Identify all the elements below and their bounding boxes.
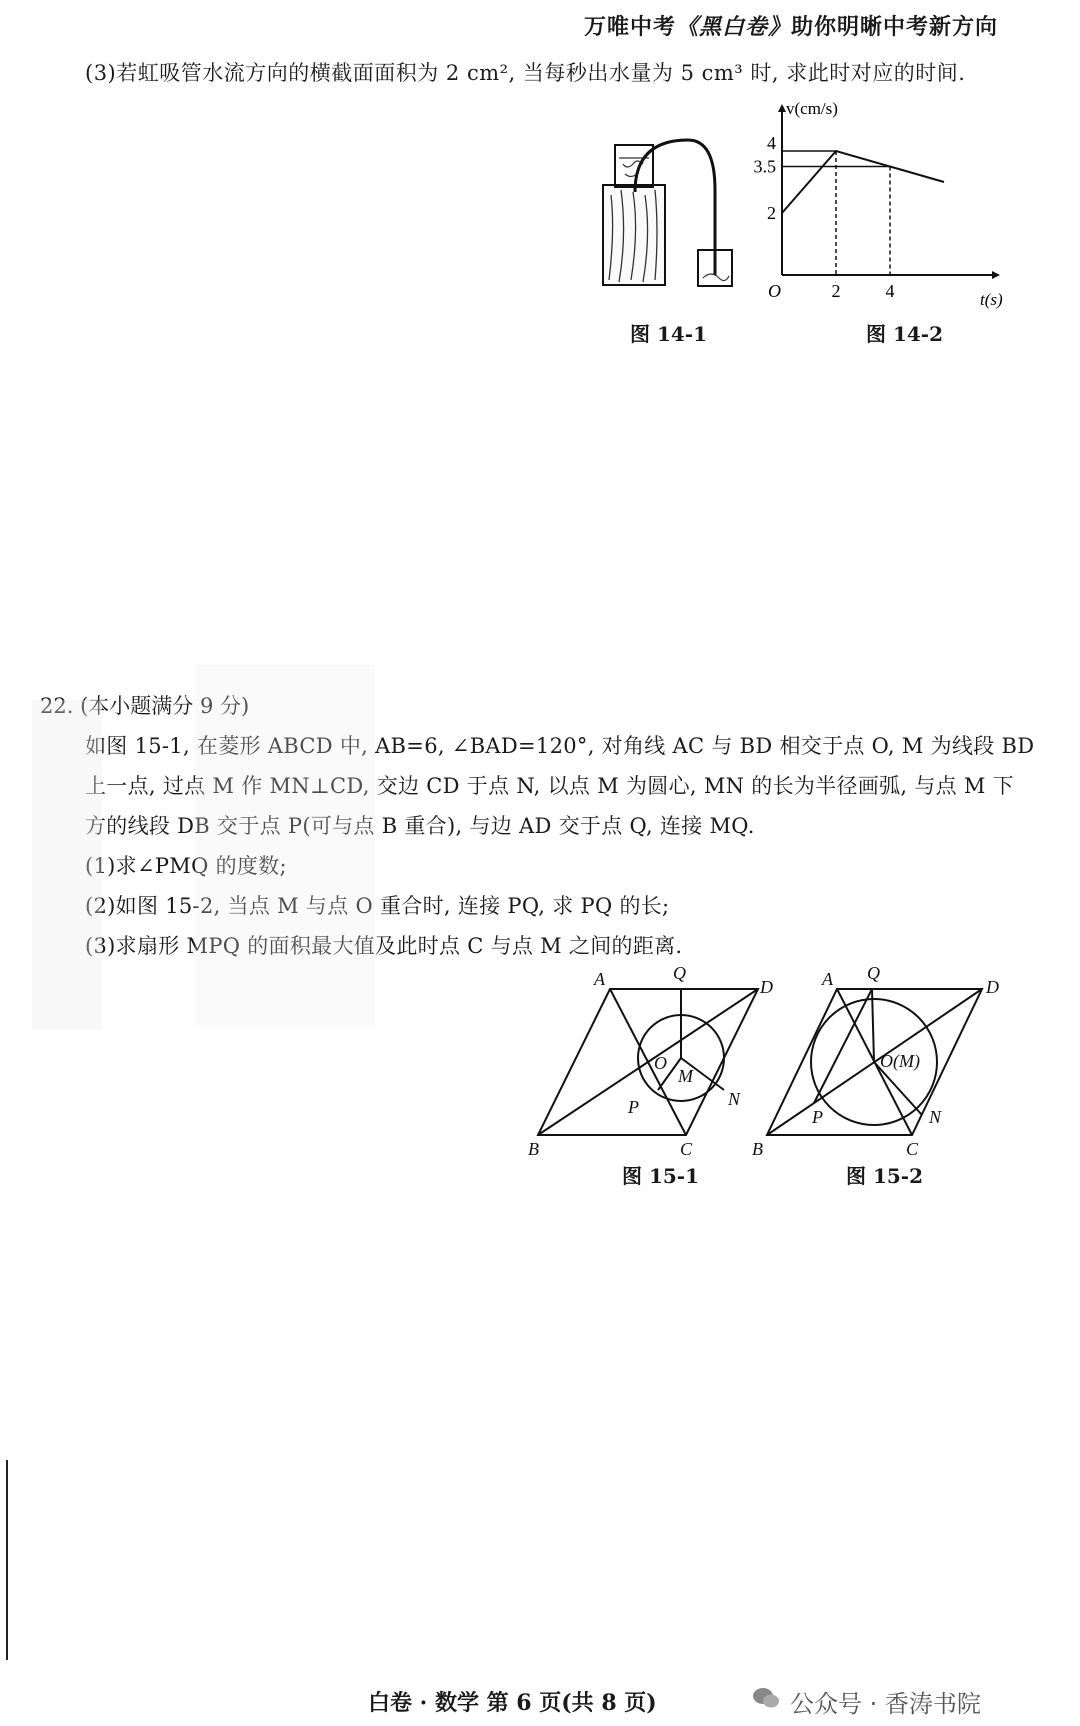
question-score: (本小题满分 9 分) (80, 694, 250, 718)
page-footer: 白卷 · 数学 第 6 页(共 8 页) (368, 1690, 657, 1716)
header-suffix: 助你明晰中考新方向 (790, 14, 998, 40)
rhombus-figure-15-1 (528, 963, 773, 1159)
q22-stem-line-1: 如图 15-1, 在菱形 ABCD 中, AB=6, ∠BAD=120°, 对角线 AC 与 BD 相交于点 O, M 为线段 BD (85, 734, 1035, 758)
q22-part-1: (1)求∠PMQ 的度数; (85, 854, 287, 878)
label-B: B (752, 1139, 763, 1159)
y-tick-label: 3.5 (753, 156, 776, 177)
y-axis-label: v(cm/s) (786, 99, 838, 118)
wechat-icon (752, 1686, 780, 1710)
label-O-M: O(M) (880, 1051, 920, 1071)
q22-part-3: (3)求扇形 MPQ 的面积最大值及此时点 C 与点 M 之间的距离. (85, 934, 683, 958)
label-P: P (812, 1107, 823, 1127)
figure-15-2-caption: 图 15-2 (846, 1164, 924, 1188)
q22-stem-line-2: 上一点, 过点 M 作 MN⊥CD, 交边 CD 于点 N, 以点 M 为圆心, MN 的长为半径画弧, 与点 M 下 (85, 774, 1014, 798)
q22-part-2: (2)如图 15-2, 当点 M 与点 O 重合时, 连接 PQ, 求 PQ 的长; (85, 894, 670, 918)
y-axis-arrow (778, 104, 786, 112)
label-Q: Q (673, 963, 686, 983)
x-axis-label: t(s) (980, 290, 1003, 309)
origin-label: O (768, 281, 781, 301)
x-tick-label: 2 (831, 281, 841, 301)
label-N: N (929, 1107, 942, 1127)
figure-14-2-caption: 图 14-2 (866, 322, 944, 346)
header-prefix: 万唯中考 (583, 14, 676, 40)
label-D: D (986, 977, 999, 997)
series-line (782, 151, 944, 213)
x-tick-label: 4 (885, 281, 895, 301)
label-D: D (760, 977, 773, 997)
scan-edge-line (6, 1460, 8, 1660)
figure-14-1-caption: 图 14-1 (630, 322, 708, 346)
label-A: A (822, 969, 833, 989)
question-21-part3: (3)若虹吸管水流方向的横截面面积为 2 cm², 当每秒出水量为 5 cm³ 时, 求此时对应的时间. (85, 61, 966, 85)
label-Q: Q (867, 963, 880, 983)
header-brand: 《黑白卷》 (675, 14, 791, 40)
x-axis-arrow (992, 271, 1000, 279)
label-N: N (728, 1089, 741, 1109)
velocity-time-graph (752, 100, 1012, 315)
y-tick-label: 4 (767, 133, 776, 153)
label-A: A (594, 969, 605, 989)
label-C: C (906, 1139, 919, 1159)
q22-stem-line-3: 方的线段 DB 交于点 P(可与点 B 重合), 与边 AD 交于点 Q, 连接 MQ. (85, 814, 755, 838)
figure-15-1-caption: 图 15-1 (622, 1164, 700, 1188)
watermark-text: 公众号 · 香涛书院 (790, 1690, 981, 1718)
label-P: P (628, 1097, 639, 1117)
y-tick-label: 2 (767, 203, 776, 223)
label-M: M (678, 1066, 693, 1086)
question-number: 22. (40, 694, 74, 718)
page-header (584, 10, 998, 41)
stamp-overlay (32, 700, 102, 1030)
stamp-overlay (195, 665, 375, 1025)
rhombus-figure-15-2 (752, 963, 1012, 1159)
label-C: C (680, 1139, 693, 1159)
label-B: B (528, 1139, 539, 1159)
label-O: O (654, 1053, 667, 1073)
siphon-illustration (593, 140, 753, 290)
